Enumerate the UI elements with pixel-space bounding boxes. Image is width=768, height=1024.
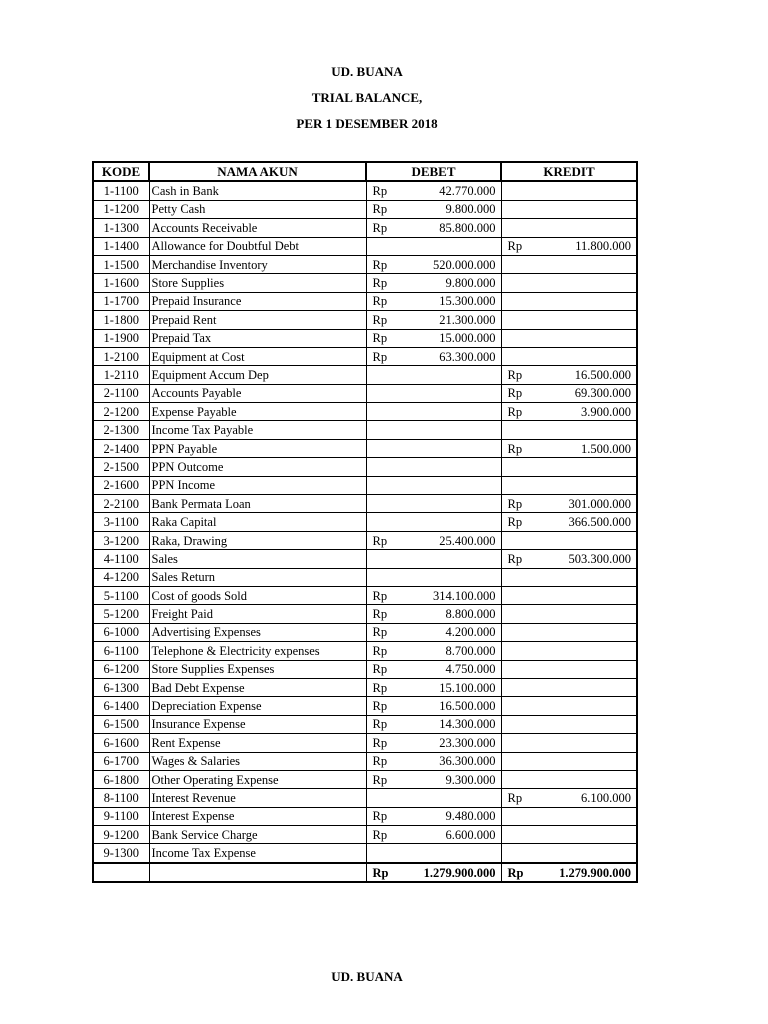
account-name: PPN Income [149, 476, 366, 494]
debit-cell [366, 329, 501, 347]
credit-cell [501, 181, 637, 200]
account-code: 2-1600 [93, 476, 149, 494]
credit-cell [501, 292, 637, 310]
report-date: PER 1 DESEMBER 2018 [296, 116, 438, 131]
currency-label: Rp [372, 220, 388, 235]
total-debit-cell [366, 863, 501, 882]
credit-cell [501, 439, 637, 457]
account-name: Sales Return [149, 568, 366, 586]
total-credit-amount: 1.279.900.000 [559, 865, 631, 880]
account-name: Store Supplies Expenses [149, 660, 366, 678]
debit-cell [366, 789, 501, 807]
table-row [93, 660, 637, 678]
account-code: 6-1500 [93, 715, 149, 733]
account-code: 1-1100 [93, 181, 149, 200]
table-row [93, 642, 637, 660]
debit-amount: 15.000.000 [439, 331, 496, 346]
table-row [93, 292, 637, 310]
account-code: 2-1400 [93, 439, 149, 457]
debit-cell [366, 255, 501, 273]
account-name: Telephone & Electricity expenses [149, 642, 366, 660]
debit-cell [366, 752, 501, 770]
currency-label: Rp [372, 257, 388, 272]
credit-amount: 3.900.000 [581, 404, 631, 419]
credit-cell [501, 660, 637, 678]
credit-cell [501, 200, 637, 218]
credit-cell [501, 752, 637, 770]
currency-label: Rp [372, 331, 388, 346]
table-row [93, 531, 637, 549]
account-name: Petty Cash [149, 200, 366, 218]
account-name: Prepaid Tax [149, 329, 366, 347]
currency-label: Rp [372, 865, 389, 880]
currency-label: Rp [372, 294, 388, 309]
credit-cell [501, 715, 637, 733]
debit-cell [366, 311, 501, 329]
table-row [93, 715, 637, 733]
debit-cell [366, 219, 501, 237]
credit-cell [501, 642, 637, 660]
debit-cell [366, 844, 501, 863]
currency-label: Rp [372, 276, 388, 291]
account-name: Raka Capital [149, 513, 366, 531]
debit-amount: 16.500.000 [439, 699, 496, 714]
account-name: Prepaid Rent [149, 311, 366, 329]
table-row [93, 789, 637, 807]
account-code: 6-1000 [93, 623, 149, 641]
table-row [93, 550, 637, 568]
debit-cell [366, 495, 501, 513]
table-row [93, 844, 637, 863]
table-row [93, 237, 637, 255]
currency-label: Rp [507, 386, 523, 401]
account-name: Wages & Salaries [149, 752, 366, 770]
credit-cell [501, 844, 637, 863]
currency-label: Rp [372, 699, 388, 714]
account-code: 2-2100 [93, 495, 149, 513]
credit-cell [501, 458, 637, 476]
debit-cell [366, 421, 501, 439]
account-name: Equipment at Cost [149, 347, 366, 365]
totals-empty-cell [149, 863, 366, 882]
account-code: 1-2110 [93, 366, 149, 384]
column-header-name: NAMA AKUN [149, 162, 366, 181]
total-debit-amount: 1.279.900.000 [423, 865, 496, 880]
column-header-debit: DEBET [366, 162, 501, 181]
table-row [93, 807, 637, 825]
table-row [93, 495, 637, 513]
account-name: Accounts Payable [149, 384, 366, 402]
currency-label: Rp [507, 441, 523, 456]
currency-label: Rp [507, 865, 524, 880]
currency-label: Rp [372, 754, 388, 769]
table-row [93, 513, 637, 531]
total-credit-cell [501, 863, 637, 882]
debit-amount: 8.700.000 [445, 643, 496, 658]
debit-cell [366, 439, 501, 457]
table-body [93, 181, 637, 882]
debit-cell [366, 458, 501, 476]
account-code: 1-1700 [93, 292, 149, 310]
account-name: Allowance for Doubtful Debt [149, 237, 366, 255]
account-code: 2-1300 [93, 421, 149, 439]
table-row [93, 329, 637, 347]
account-code: 3-1200 [93, 531, 149, 549]
account-code: 6-1800 [93, 770, 149, 788]
account-code: 1-1400 [93, 237, 149, 255]
currency-label: Rp [507, 239, 523, 254]
account-code: 1-1600 [93, 274, 149, 292]
debit-cell [366, 384, 501, 402]
credit-amount: 1.500.000 [581, 441, 631, 456]
account-code: 1-1800 [93, 311, 149, 329]
currency-label: Rp [372, 809, 388, 824]
account-name: Depreciation Expense [149, 697, 366, 715]
debit-amount: 85.800.000 [439, 220, 496, 235]
account-code: 1-1300 [93, 219, 149, 237]
debit-amount: 21.300.000 [439, 312, 496, 327]
table-row [93, 697, 637, 715]
account-name: Bank Service Charge [149, 826, 366, 844]
account-name: Rent Expense [149, 734, 366, 752]
account-name: Store Supplies [149, 274, 366, 292]
credit-amount: 11.800.000 [575, 239, 631, 254]
credit-cell [501, 219, 637, 237]
table-row [93, 458, 637, 476]
account-code: 6-1700 [93, 752, 149, 770]
debit-amount: 9.800.000 [445, 276, 496, 291]
account-name: Interest Expense [149, 807, 366, 825]
credit-amount: 6.100.000 [581, 790, 631, 805]
totals-empty-cell [93, 863, 149, 882]
credit-cell [501, 568, 637, 586]
table-row [93, 752, 637, 770]
debit-cell [366, 366, 501, 384]
account-name: Accounts Receivable [149, 219, 366, 237]
credit-cell [501, 495, 637, 513]
account-code: 6-1200 [93, 660, 149, 678]
account-code: 2-1200 [93, 403, 149, 421]
account-code: 2-1500 [93, 458, 149, 476]
currency-label: Rp [507, 515, 523, 530]
credit-cell [501, 807, 637, 825]
debit-cell [366, 181, 501, 200]
account-name: Bank Permata Loan [149, 495, 366, 513]
credit-cell [501, 623, 637, 641]
account-name: Cash in Bank [149, 181, 366, 200]
table-row [93, 734, 637, 752]
debit-amount: 25.400.000 [439, 533, 496, 548]
currency-label: Rp [372, 202, 388, 217]
account-name: Equipment Accum Dep [149, 366, 366, 384]
debit-cell [366, 642, 501, 660]
debit-cell [366, 697, 501, 715]
column-header-code: KODE [93, 162, 149, 181]
table-row [93, 200, 637, 218]
account-name: Sales [149, 550, 366, 568]
footer-company-name: UD. BUANA [331, 969, 403, 984]
credit-amount: 503.300.000 [568, 551, 631, 566]
account-code: 8-1100 [93, 789, 149, 807]
debit-cell [366, 715, 501, 733]
debit-cell [366, 531, 501, 549]
credit-cell [501, 347, 637, 365]
debit-cell [366, 807, 501, 825]
debit-amount: 9.300.000 [445, 772, 496, 787]
currency-label: Rp [372, 735, 388, 750]
table-row [93, 439, 637, 457]
credit-cell [501, 789, 637, 807]
table-row [93, 219, 637, 237]
credit-cell [501, 770, 637, 788]
debit-cell [366, 605, 501, 623]
account-code: 9-1200 [93, 826, 149, 844]
credit-amount: 366.500.000 [568, 515, 631, 530]
debit-cell [366, 734, 501, 752]
credit-cell [501, 476, 637, 494]
credit-cell [501, 734, 637, 752]
account-code: 4-1100 [93, 550, 149, 568]
debit-cell [366, 660, 501, 678]
debit-amount: 4.750.000 [445, 662, 496, 677]
debit-amount: 15.300.000 [439, 294, 496, 309]
debit-amount: 9.480.000 [445, 809, 496, 824]
credit-cell [501, 403, 637, 421]
currency-label: Rp [372, 533, 388, 548]
debit-amount: 14.300.000 [439, 717, 496, 732]
currency-label: Rp [507, 496, 523, 511]
debit-amount: 36.300.000 [439, 754, 496, 769]
account-name: Other Operating Expense [149, 770, 366, 788]
currency-label: Rp [372, 772, 388, 787]
debit-cell [366, 237, 501, 255]
debit-amount: 4.200.000 [445, 625, 496, 640]
debit-amount: 520.000.000 [433, 257, 496, 272]
currency-label: Rp [372, 312, 388, 327]
credit-cell [501, 531, 637, 549]
table-row [93, 384, 637, 402]
currency-label: Rp [372, 184, 388, 199]
table-row [93, 826, 637, 844]
account-name: Prepaid Insurance [149, 292, 366, 310]
credit-cell [501, 826, 637, 844]
account-code: 6-1100 [93, 642, 149, 660]
debit-cell [366, 623, 501, 641]
trial-balance-table [92, 161, 638, 883]
currency-label: Rp [372, 680, 388, 695]
table-row [93, 770, 637, 788]
table-row [93, 568, 637, 586]
table-row [93, 605, 637, 623]
account-code: 6-1300 [93, 678, 149, 696]
account-code: 1-2100 [93, 347, 149, 365]
credit-amount: 69.300.000 [574, 386, 631, 401]
currency-label: Rp [507, 404, 523, 419]
table-row [93, 476, 637, 494]
currency-label: Rp [372, 349, 388, 364]
debit-amount: 42.770.000 [439, 184, 496, 199]
column-header-credit: KREDIT [501, 162, 637, 181]
table-row [93, 623, 637, 641]
credit-cell [501, 366, 637, 384]
credit-amount: 301.000.000 [568, 496, 631, 511]
account-code: 9-1100 [93, 807, 149, 825]
account-name: Bad Debt Expense [149, 678, 366, 696]
credit-cell [501, 586, 637, 604]
debit-cell [366, 826, 501, 844]
credit-cell [501, 237, 637, 255]
account-code: 1-1200 [93, 200, 149, 218]
account-name: Expense Payable [149, 403, 366, 421]
currency-label: Rp [372, 607, 388, 622]
debit-amount: 314.100.000 [433, 588, 496, 603]
credit-amount: 16.500.000 [574, 367, 631, 382]
account-name: PPN Outcome [149, 458, 366, 476]
table-row [93, 403, 637, 421]
debit-cell [366, 513, 501, 531]
credit-cell [501, 311, 637, 329]
credit-cell [501, 421, 637, 439]
table-row [93, 347, 637, 365]
debit-cell [366, 347, 501, 365]
currency-label: Rp [372, 643, 388, 658]
credit-cell [501, 384, 637, 402]
credit-cell [501, 274, 637, 292]
account-name: Cost of goods Sold [149, 586, 366, 604]
table-row [93, 586, 637, 604]
account-name: Advertising Expenses [149, 623, 366, 641]
credit-cell [501, 329, 637, 347]
totals-row [93, 863, 637, 882]
account-code: 5-1200 [93, 605, 149, 623]
account-name: PPN Payable [149, 439, 366, 457]
table-row [93, 274, 637, 292]
table-row [93, 311, 637, 329]
currency-label: Rp [372, 662, 388, 677]
currency-label: Rp [507, 551, 523, 566]
currency-label: Rp [507, 367, 523, 382]
debit-amount: 6.600.000 [445, 827, 496, 842]
debit-amount: 15.100.000 [439, 680, 496, 695]
account-code: 6-1600 [93, 734, 149, 752]
account-code: 2-1100 [93, 384, 149, 402]
account-name: Income Tax Expense [149, 844, 366, 863]
account-name: Interest Revenue [149, 789, 366, 807]
table-header-row [93, 162, 637, 181]
account-code: 3-1100 [93, 513, 149, 531]
credit-cell [501, 255, 637, 273]
account-name: Freight Paid [149, 605, 366, 623]
debit-cell [366, 274, 501, 292]
debit-cell [366, 403, 501, 421]
account-name: Merchandise Inventory [149, 255, 366, 273]
currency-label: Rp [372, 717, 388, 732]
account-name: Insurance Expense [149, 715, 366, 733]
debit-amount: 63.300.000 [439, 349, 496, 364]
currency-label: Rp [372, 625, 388, 640]
debit-cell [366, 550, 501, 568]
account-code: 4-1200 [93, 568, 149, 586]
table-row [93, 255, 637, 273]
credit-cell [501, 605, 637, 623]
debit-amount: 23.300.000 [439, 735, 496, 750]
account-name: Raka, Drawing [149, 531, 366, 549]
debit-cell [366, 476, 501, 494]
debit-amount: 8.800.000 [445, 607, 496, 622]
currency-label: Rp [372, 827, 388, 842]
credit-cell [501, 678, 637, 696]
account-code: 1-1900 [93, 329, 149, 347]
account-code: 9-1300 [93, 844, 149, 863]
debit-cell [366, 770, 501, 788]
table-row [93, 421, 637, 439]
debit-amount: 9.800.000 [445, 202, 496, 217]
currency-label: Rp [372, 588, 388, 603]
debit-cell [366, 586, 501, 604]
report-title: TRIAL BALANCE, [311, 90, 423, 105]
currency-label: Rp [507, 790, 523, 805]
debit-cell [366, 678, 501, 696]
table-row [93, 366, 637, 384]
table-row [93, 678, 637, 696]
table-row [93, 181, 637, 200]
credit-cell [501, 550, 637, 568]
account-code: 5-1100 [93, 586, 149, 604]
account-code: 6-1400 [93, 697, 149, 715]
debit-cell [366, 568, 501, 586]
debit-cell [366, 292, 501, 310]
credit-cell [501, 513, 637, 531]
company-name: UD. BUANA [331, 64, 403, 79]
debit-cell [366, 200, 501, 218]
credit-cell [501, 697, 637, 715]
account-name: Income Tax Payable [149, 421, 366, 439]
account-code: 1-1500 [93, 255, 149, 273]
